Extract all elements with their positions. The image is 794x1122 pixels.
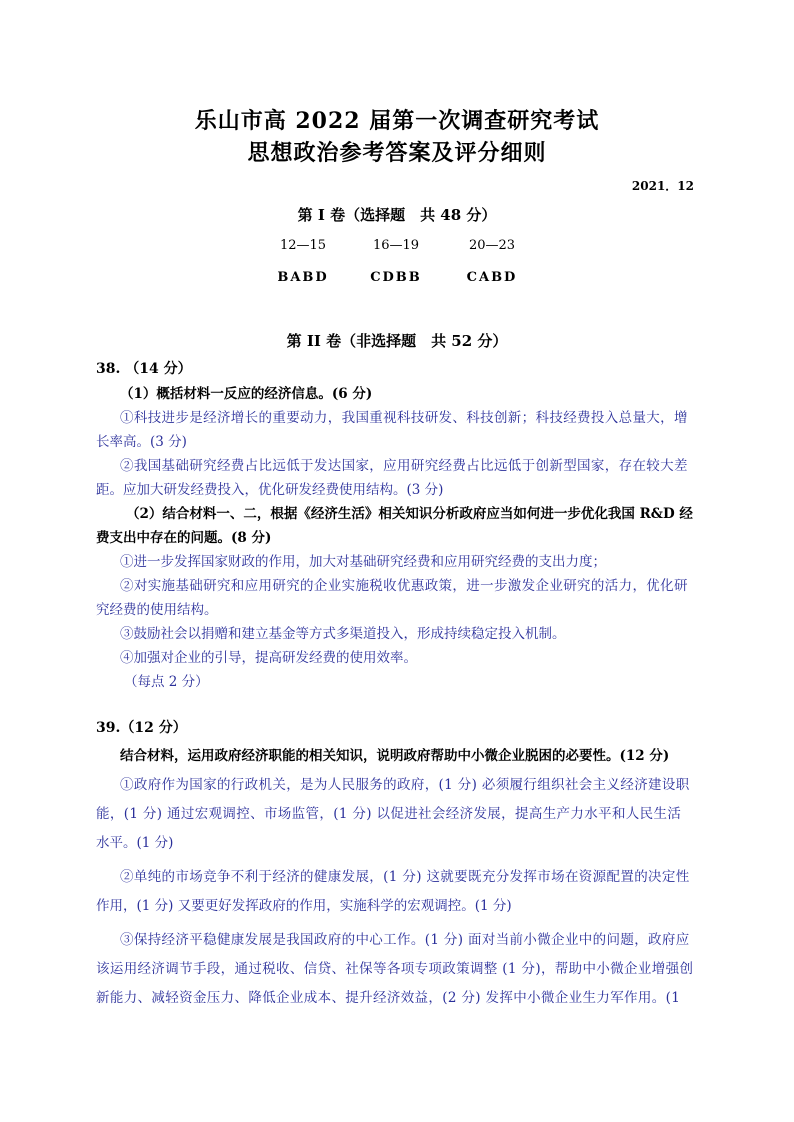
answer-range: 12—15 <box>279 238 327 253</box>
answer-range: 20—23 <box>468 238 516 253</box>
q38-part2-question-line1: （2）结合材料一、二，根据《经济生活》相关知识分析政府应当如何进一步优化我国 R&D 经 <box>126 506 693 522</box>
q38-part1-answer2-line2: 距。应加大研发经费投入，优化研发经费使用结构。(3 分) <box>96 482 444 498</box>
q39-answer1-line2: 能，(1 分) 通过宏观调控、市场监管，(1 分) 以促进社会经济发展，提高生产力水平和人民生活 <box>96 806 682 822</box>
q38-part2-answer2-line2: 究经费的使用结构。 <box>96 602 218 618</box>
q39-answer3-line3: 新能力、减轻资金压力、降低企业成本、提升经济效益，(2 分) 发挥中小微企业生力军作用。(1 <box>96 990 681 1006</box>
q39-answer1-line1: ①政府作为国家的行政机关，是为人民服务的政府，(1 分) 必须履行组织社会主义经济建设职 <box>120 777 690 793</box>
answer-key: CDBB <box>370 270 422 285</box>
question-38-number: 38. （14 分） <box>96 361 192 377</box>
q38-part2-answer2-line1: ②对实施基础研究和应用研究的企业实施税收优惠政策，进一步激发企业研究的活力，优化研 <box>120 578 688 594</box>
q38-part1-answer2-line1: ②我国基础研究经费占比远低于发达国家，应用研究经费占比远低于创新型国家，存在较大差 <box>120 458 688 474</box>
answer-key: CABD <box>466 270 518 285</box>
q38-part1-question: （1）概括材料一反应的经济信息。(6 分) <box>120 386 373 402</box>
section2-heading: 第 II 卷（非选择题 共 52 分） <box>286 332 508 350</box>
q38-part1-answer1-line1: ①科技进步是经济增长的重要动力，我国重视科技研发、科技创新；科技经费投入总量大，增 <box>120 410 688 426</box>
answer-range: 16—19 <box>372 238 420 253</box>
q38-part2-answer4: ④加强对企业的引导，提高研发经费的使用效率。 <box>120 650 417 666</box>
page-subtitle: 思想政治参考答案及评分细则 <box>247 140 547 166</box>
q39-answer3-line1: ③保持经济平稳健康发展是我国政府的中心工作。(1 分) 面对当前小微企业中的问题，政府应 <box>120 932 690 948</box>
section1-heading: 第 I 卷（选择题 共 48 分） <box>297 206 497 224</box>
page-title: 乐山市高 2022 届第一次调查研究考试 <box>194 108 600 134</box>
q39-answer2-line1: ②单纯的市场竞争不利于经济的健康发展，(1 分) 这就要既充分发挥市场在资源配置的决定性 <box>120 869 690 885</box>
document-date: 2021．12 <box>631 179 694 193</box>
q39-answer3-line2: 该运用经济调节手段，通过税收、信贷、社保等各项专项政策调整 (1 分)，帮助中小微企业增强创 <box>96 961 694 977</box>
answer-key: BABD <box>277 270 329 285</box>
q38-part1-answer1-line2: 长率高。(3 分) <box>96 434 187 450</box>
q39-question: 结合材料，运用政府经济职能的相关知识，说明政府帮助中小微企业脱困的必要性。(12 分) <box>120 748 670 764</box>
q38-part2-answer3: ③鼓励社会以捐赠和建立基金等方式多渠道投入，形成持续稳定投入机制。 <box>120 626 566 642</box>
q39-answer1-line3: 水平。(1 分) <box>96 835 174 851</box>
q39-answer2-line2: 作用，(1 分) 又要更好发挥政府的作用，实施科学的宏观调控。(1 分) <box>96 898 512 914</box>
q38-part2-answer1: ①进一步发挥国家财政的作用，加大对基础研究经费和应用研究经费的支出力度； <box>120 554 606 570</box>
q38-scoring-note: （每点 2 分） <box>124 674 209 690</box>
q38-part2-question-line2: 费支出中存在的问题。(8 分) <box>96 530 272 546</box>
question-39-number: 39.（12 分） <box>96 720 187 736</box>
